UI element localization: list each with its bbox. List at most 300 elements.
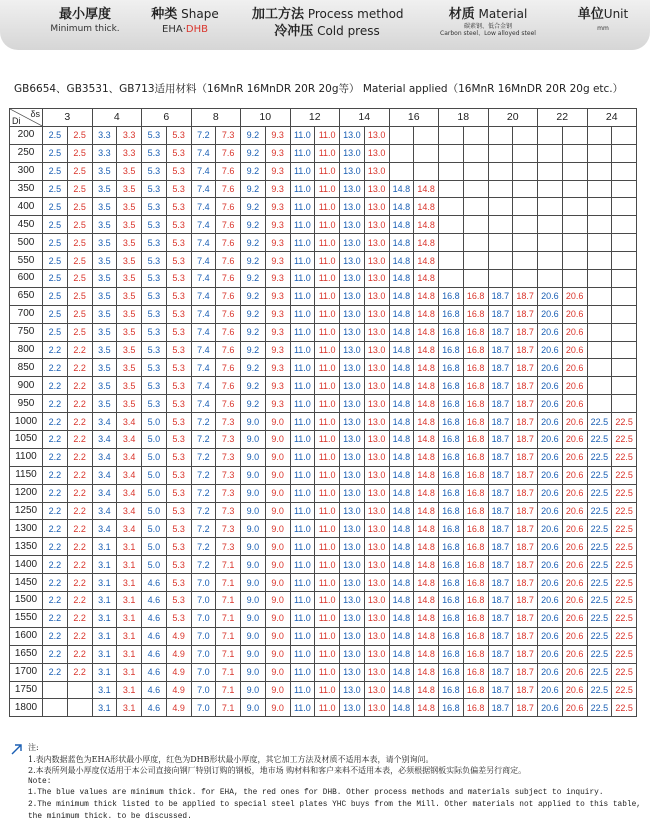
dhb-value-cell: 14.8	[414, 413, 439, 431]
eha-value-cell: 22.5	[587, 484, 612, 502]
eha-value-cell: 7.4	[191, 216, 216, 234]
dhb-value-cell: 2.5	[67, 162, 92, 180]
dhb-value-cell: 13.0	[364, 466, 389, 484]
dhb-value-cell: 18.7	[513, 627, 538, 645]
dhb-value-cell: 11.0	[315, 216, 340, 234]
dhb-value-cell: 3.5	[117, 252, 142, 270]
dhb-value-cell: 9.0	[265, 699, 290, 717]
eha-value-cell: 9.2	[241, 162, 266, 180]
table-row	[10, 663, 637, 681]
dhb-value-cell: 9.0	[265, 502, 290, 520]
dhb-value-cell: 18.7	[513, 663, 538, 681]
dhb-value-cell: 13.0	[364, 270, 389, 288]
dhb-value-cell: 9.0	[265, 466, 290, 484]
dhb-value-cell	[67, 681, 92, 699]
eha-value-cell: 7.4	[191, 287, 216, 305]
eha-value-cell: 5.3	[142, 198, 167, 216]
dhb-value-cell: 18.7	[513, 538, 538, 556]
eha-value-cell: 20.6	[538, 645, 563, 663]
dhb-value-cell: 20.6	[562, 341, 587, 359]
table-row	[10, 216, 637, 234]
table-row	[10, 484, 637, 502]
eha-value-cell	[488, 252, 513, 270]
dhb-value-cell: 7.6	[216, 144, 241, 162]
di-cell: 750	[10, 323, 43, 341]
eha-value-cell: 4.6	[142, 627, 167, 645]
eha-value-cell: 3.4	[92, 466, 117, 484]
dhb-value-cell: 7.3	[216, 448, 241, 466]
eha-value-cell: 11.0	[290, 609, 315, 627]
dhb-value-cell	[414, 144, 439, 162]
dhb-value-cell: 13.0	[364, 323, 389, 341]
eha-value-cell: 18.7	[488, 681, 513, 699]
dhb-value-cell: 11.0	[315, 502, 340, 520]
dhb-value-cell: 9.3	[265, 377, 290, 395]
eha-value-cell	[538, 270, 563, 288]
eha-value-cell: 3.1	[92, 627, 117, 645]
dhb-value-cell: 7.3	[216, 413, 241, 431]
eha-value-cell: 11.0	[290, 538, 315, 556]
dhb-value-cell: 9.0	[265, 448, 290, 466]
di-cell: 1150	[10, 466, 43, 484]
dhb-value-cell: 18.7	[513, 466, 538, 484]
eha-value-cell: 22.5	[587, 413, 612, 431]
eha-value-cell: 9.0	[241, 663, 266, 681]
dhb-value-cell: 2.2	[67, 574, 92, 592]
dhb-value-cell: 3.4	[117, 466, 142, 484]
eha-value-cell: 11.0	[290, 574, 315, 592]
dhb-value-cell: 18.7	[513, 592, 538, 610]
dhb-value-cell: 14.8	[414, 466, 439, 484]
dhb-value-cell: 22.5	[612, 574, 637, 592]
eha-value-cell: 3.4	[92, 502, 117, 520]
eha-value-cell: 18.7	[488, 305, 513, 323]
eha-value-cell: 22.5	[587, 699, 612, 717]
dhb-value-cell: 18.7	[513, 484, 538, 502]
dhb-value-cell: 7.1	[216, 663, 241, 681]
table-row	[10, 287, 637, 305]
eha-value-cell: 3.1	[92, 699, 117, 717]
dhb-value-cell: 16.8	[463, 556, 488, 574]
eha-value-cell: 9.2	[241, 198, 266, 216]
dhb-value-cell: 20.6	[562, 287, 587, 305]
eha-value-cell: 5.3	[142, 216, 167, 234]
eha-value-cell: 7.4	[191, 270, 216, 288]
eha-value-cell: 3.4	[92, 431, 117, 449]
dhb-value-cell: 16.8	[463, 431, 488, 449]
eha-value-cell: 2.2	[43, 341, 68, 359]
eha-value-cell: 7.4	[191, 252, 216, 270]
dhb-value-cell: 13.0	[364, 305, 389, 323]
eha-value-cell: 2.2	[43, 484, 68, 502]
eha-value-cell	[587, 305, 612, 323]
di-cell: 1650	[10, 645, 43, 663]
eha-value-cell: 4.6	[142, 699, 167, 717]
eha-value-cell: 4.6	[142, 681, 167, 699]
header-material	[428, 6, 548, 37]
dhb-value-cell: 20.6	[562, 466, 587, 484]
dhb-value-cell: 9.0	[265, 431, 290, 449]
dhb-value-cell: 20.6	[562, 323, 587, 341]
eha-value-cell: 9.0	[241, 556, 266, 574]
eha-value-cell: 2.5	[43, 144, 68, 162]
corner-delta-label: δs	[30, 109, 40, 119]
dhb-value-cell: 2.5	[67, 216, 92, 234]
dhb-value-cell: 16.8	[463, 377, 488, 395]
eha-value-cell: 20.6	[538, 323, 563, 341]
eha-value-cell: 11.0	[290, 663, 315, 681]
dhb-value-cell: 7.6	[216, 234, 241, 252]
dhb-value-cell: 5.3	[166, 574, 191, 592]
dhb-value-cell: 2.2	[67, 466, 92, 484]
eha-value-cell: 14.8	[389, 556, 414, 574]
dhb-value-cell: 18.7	[513, 377, 538, 395]
di-cell: 1750	[10, 681, 43, 699]
eha-value-cell	[587, 234, 612, 252]
dhb-value-cell: 14.8	[414, 305, 439, 323]
eha-value-cell: 22.5	[587, 645, 612, 663]
dhb-value-cell: 14.8	[414, 484, 439, 502]
dhb-value-cell	[562, 216, 587, 234]
eha-value-cell: 14.8	[389, 198, 414, 216]
eha-value-cell: 3.5	[92, 323, 117, 341]
eha-value-cell: 2.5	[43, 252, 68, 270]
dhb-value-cell: 20.6	[562, 502, 587, 520]
eha-value-cell: 18.7	[488, 413, 513, 431]
eha-value-cell: 5.3	[142, 341, 167, 359]
dhb-value-cell: 7.1	[216, 699, 241, 717]
dhb-value-cell: 18.7	[513, 395, 538, 413]
thickness-header-cell: 24	[587, 109, 637, 127]
dhb-value-cell: 2.2	[67, 341, 92, 359]
eha-value-cell: 13.0	[340, 556, 365, 574]
dhb-value-cell: 3.1	[117, 609, 142, 627]
eha-value-cell: 18.7	[488, 520, 513, 538]
eha-value-cell: 11.0	[290, 359, 315, 377]
eha-value-cell: 18.7	[488, 556, 513, 574]
eha-value-cell: 11.0	[290, 234, 315, 252]
eha-value-cell: 20.6	[538, 395, 563, 413]
eha-value-cell: 2.5	[43, 198, 68, 216]
dhb-value-cell: 11.0	[315, 395, 340, 413]
header-process	[252, 6, 402, 40]
dhb-value-cell: 22.5	[612, 645, 637, 663]
dhb-value-cell: 5.3	[166, 448, 191, 466]
dhb-value-cell: 22.5	[612, 431, 637, 449]
eha-value-cell: 13.0	[340, 144, 365, 162]
dhb-value-cell: 14.8	[414, 448, 439, 466]
eha-value-cell: 18.7	[488, 323, 513, 341]
header-unit-mm: mm	[597, 25, 609, 32]
eha-value-cell: 20.6	[538, 556, 563, 574]
di-cell: 1250	[10, 502, 43, 520]
eha-value-cell: 9.0	[241, 592, 266, 610]
eha-value-cell: 14.8	[389, 484, 414, 502]
eha-value-cell	[538, 144, 563, 162]
dhb-value-cell	[612, 323, 637, 341]
dhb-value-cell: 16.8	[463, 395, 488, 413]
dhb-value-cell: 5.3	[166, 413, 191, 431]
dhb-value-cell: 4.9	[166, 663, 191, 681]
dhb-value-cell: 11.0	[315, 699, 340, 717]
eha-value-cell: 14.8	[389, 234, 414, 252]
di-cell: 550	[10, 252, 43, 270]
eha-value-cell: 16.8	[439, 502, 464, 520]
eha-value-cell	[538, 252, 563, 270]
eha-value-cell	[587, 180, 612, 198]
eha-value-cell	[538, 180, 563, 198]
dhb-value-cell	[513, 126, 538, 144]
dhb-value-cell: 22.5	[612, 448, 637, 466]
eha-value-cell: 13.0	[340, 287, 365, 305]
dhb-value-cell: 7.6	[216, 305, 241, 323]
di-cell: 200	[10, 126, 43, 144]
dhb-value-cell: 7.1	[216, 592, 241, 610]
dhb-value-cell: 16.8	[463, 502, 488, 520]
eha-value-cell	[439, 270, 464, 288]
eha-value-cell	[439, 144, 464, 162]
dhb-value-cell: 11.0	[315, 305, 340, 323]
eha-value-cell: 5.0	[142, 448, 167, 466]
eha-value-cell: 13.0	[340, 538, 365, 556]
eha-value-cell: 9.0	[241, 681, 266, 699]
eha-value-cell: 7.0	[191, 592, 216, 610]
eha-value-cell: 5.3	[142, 252, 167, 270]
eha-value-cell	[587, 126, 612, 144]
eha-value-cell: 18.7	[488, 538, 513, 556]
eha-value-cell: 16.8	[439, 484, 464, 502]
table-row	[10, 323, 637, 341]
dhb-value-cell: 16.8	[463, 287, 488, 305]
eha-value-cell: 3.4	[92, 448, 117, 466]
eha-value-cell: 3.5	[92, 198, 117, 216]
dhb-value-cell: 13.0	[364, 431, 389, 449]
eha-value-cell: 14.8	[389, 645, 414, 663]
dhb-value-cell: 9.3	[265, 180, 290, 198]
eha-value-cell: 14.8	[389, 448, 414, 466]
eha-value-cell: 7.4	[191, 359, 216, 377]
dhb-value-cell: 16.8	[463, 609, 488, 627]
dhb-value-cell: 18.7	[513, 359, 538, 377]
dhb-value-cell: 13.0	[364, 216, 389, 234]
eha-value-cell: 2.5	[43, 126, 68, 144]
eha-value-cell: 4.6	[142, 609, 167, 627]
header-material-cn: 材质	[448, 7, 475, 22]
thickness-header-cell: 8	[191, 109, 241, 127]
dhb-value-cell: 9.3	[265, 126, 290, 144]
dhb-value-cell: 2.5	[67, 270, 92, 288]
dhb-value-cell: 2.5	[67, 198, 92, 216]
dhb-value-cell: 13.0	[364, 663, 389, 681]
dhb-value-cell: 5.3	[166, 466, 191, 484]
eha-value-cell: 20.6	[538, 699, 563, 717]
eha-value-cell	[488, 180, 513, 198]
table-row	[10, 377, 637, 395]
eha-value-cell	[488, 270, 513, 288]
eha-value-cell: 2.2	[43, 538, 68, 556]
dhb-value-cell: 3.5	[117, 162, 142, 180]
dhb-value-cell: 5.3	[166, 270, 191, 288]
eha-value-cell: 4.6	[142, 663, 167, 681]
dhb-value-cell: 5.3	[166, 126, 191, 144]
dhb-value-cell: 2.5	[67, 126, 92, 144]
eha-value-cell: 14.8	[389, 609, 414, 627]
di-cell: 950	[10, 395, 43, 413]
eha-value-cell: 7.0	[191, 699, 216, 717]
header-unit-en: Unit	[603, 7, 629, 21]
dhb-value-cell: 3.1	[117, 663, 142, 681]
eha-value-cell: 11.0	[290, 180, 315, 198]
dhb-value-cell: 3.1	[117, 681, 142, 699]
notes-cn-2: 2.本表所列最小厚度仅适用于本公司直接向钢厂特别订购的钢板，地市场 购材料和客户来料不适用本表，必须根据钢板实际负偏差另行商定。	[28, 766, 527, 776]
eha-value-cell: 18.7	[488, 377, 513, 395]
eha-value-cell: 3.1	[92, 645, 117, 663]
eha-value-cell: 11.0	[290, 270, 315, 288]
dhb-value-cell: 11.0	[315, 270, 340, 288]
dhb-value-cell: 18.7	[513, 502, 538, 520]
eha-value-cell: 3.5	[92, 305, 117, 323]
dhb-value-cell	[513, 162, 538, 180]
dhb-value-cell: 13.0	[364, 538, 389, 556]
eha-value-cell: 11.0	[290, 556, 315, 574]
eha-value-cell: 13.0	[340, 252, 365, 270]
eha-value-cell: 7.2	[191, 484, 216, 502]
eha-value-cell: 14.8	[389, 395, 414, 413]
notes-en-1: 1.The blue values are minimum thick. for EHA, the red ones for DHB. Other process methods and materials subject to inquiry.	[28, 789, 604, 798]
dhb-value-cell: 9.0	[265, 574, 290, 592]
header-material-sub-en: Carbon steel、Low alloyed steel	[440, 30, 536, 37]
dhb-value-cell: 9.0	[265, 645, 290, 663]
di-cell: 400	[10, 198, 43, 216]
eha-value-cell: 3.3	[92, 144, 117, 162]
eha-value-cell: 3.1	[92, 663, 117, 681]
header-shape-eha: EHA	[162, 24, 183, 35]
dhb-value-cell: 9.0	[265, 663, 290, 681]
table-row	[10, 466, 637, 484]
eha-value-cell: 5.0	[142, 556, 167, 574]
eha-value-cell: 11.0	[290, 466, 315, 484]
dhb-value-cell: 20.6	[562, 699, 587, 717]
header-shape-cn: 种类	[151, 7, 178, 22]
eha-value-cell: 13.0	[340, 520, 365, 538]
dhb-value-cell: 11.0	[315, 609, 340, 627]
dhb-value-cell: 2.2	[67, 484, 92, 502]
dhb-value-cell: 7.6	[216, 395, 241, 413]
dhb-value-cell: 7.3	[216, 484, 241, 502]
dhb-value-cell: 9.0	[265, 413, 290, 431]
eha-value-cell: 20.6	[538, 520, 563, 538]
eha-value-cell: 9.2	[241, 144, 266, 162]
header-process-cn2: 冷冲压	[274, 24, 314, 39]
eha-value-cell: 3.5	[92, 252, 117, 270]
eha-value-cell: 13.0	[340, 681, 365, 699]
eha-value-cell: 22.5	[587, 609, 612, 627]
dhb-value-cell: 5.3	[166, 377, 191, 395]
eha-value-cell: 13.0	[340, 341, 365, 359]
eha-value-cell: 7.4	[191, 395, 216, 413]
eha-value-cell: 2.5	[43, 305, 68, 323]
dhb-value-cell	[513, 216, 538, 234]
dhb-value-cell: 3.5	[117, 287, 142, 305]
eha-value-cell: 7.4	[191, 144, 216, 162]
dhb-value-cell: 5.3	[166, 144, 191, 162]
eha-value-cell: 18.7	[488, 341, 513, 359]
dhb-value-cell	[463, 126, 488, 144]
eha-value-cell: 5.0	[142, 502, 167, 520]
dhb-value-cell: 7.6	[216, 323, 241, 341]
eha-value-cell: 9.0	[241, 609, 266, 627]
eha-value-cell: 7.4	[191, 341, 216, 359]
dhb-value-cell: 16.8	[463, 305, 488, 323]
eha-value-cell	[538, 216, 563, 234]
spec-header-bar	[0, 0, 650, 50]
dhb-value-cell: 7.3	[216, 502, 241, 520]
eha-value-cell: 9.0	[241, 502, 266, 520]
header-shape-en: Shape	[181, 7, 219, 21]
eha-value-cell: 13.0	[340, 270, 365, 288]
dhb-value-cell: 14.8	[414, 216, 439, 234]
eha-value-cell: 7.2	[191, 466, 216, 484]
eha-value-cell: 11.0	[290, 305, 315, 323]
dhb-value-cell: 14.8	[414, 627, 439, 645]
dhb-value-cell	[612, 341, 637, 359]
eha-value-cell	[587, 323, 612, 341]
dhb-value-cell	[67, 699, 92, 717]
eha-value-cell: 20.6	[538, 609, 563, 627]
dhb-value-cell: 2.2	[67, 609, 92, 627]
di-cell: 500	[10, 234, 43, 252]
eha-value-cell: 16.8	[439, 323, 464, 341]
dhb-value-cell: 13.0	[364, 395, 389, 413]
eha-value-cell: 3.5	[92, 180, 117, 198]
thickness-header-cell: 12	[290, 109, 340, 127]
dhb-value-cell: 3.1	[117, 574, 142, 592]
dhb-value-cell: 13.0	[364, 252, 389, 270]
header-material-en: Material	[478, 7, 528, 21]
dhb-value-cell: 11.0	[315, 162, 340, 180]
dhb-value-cell: 11.0	[315, 359, 340, 377]
dhb-value-cell: 9.0	[265, 592, 290, 610]
eha-value-cell: 2.2	[43, 645, 68, 663]
dhb-value-cell	[612, 180, 637, 198]
dhb-value-cell: 5.3	[166, 538, 191, 556]
eha-value-cell: 9.0	[241, 466, 266, 484]
dhb-value-cell: 2.5	[67, 234, 92, 252]
dhb-value-cell: 13.0	[364, 520, 389, 538]
dhb-value-cell: 13.0	[364, 645, 389, 663]
eha-value-cell: 11.0	[290, 645, 315, 663]
eha-value-cell: 11.0	[290, 198, 315, 216]
di-cell: 1350	[10, 538, 43, 556]
dhb-value-cell: 5.3	[166, 198, 191, 216]
dhb-value-cell: 14.8	[414, 395, 439, 413]
eha-value-cell	[538, 234, 563, 252]
dhb-value-cell: 14.8	[414, 520, 439, 538]
table-row	[10, 538, 637, 556]
eha-value-cell: 11.0	[290, 162, 315, 180]
dhb-value-cell: 20.6	[562, 609, 587, 627]
dhb-value-cell: 5.3	[166, 252, 191, 270]
dhb-value-cell: 22.5	[612, 413, 637, 431]
eha-value-cell: 5.3	[142, 359, 167, 377]
eha-value-cell	[488, 216, 513, 234]
eha-value-cell	[439, 126, 464, 144]
header-min-thick	[40, 6, 130, 36]
dhb-value-cell: 20.6	[562, 538, 587, 556]
eha-value-cell: 7.0	[191, 681, 216, 699]
dhb-value-cell: 18.7	[513, 448, 538, 466]
dhb-value-cell: 7.6	[216, 198, 241, 216]
